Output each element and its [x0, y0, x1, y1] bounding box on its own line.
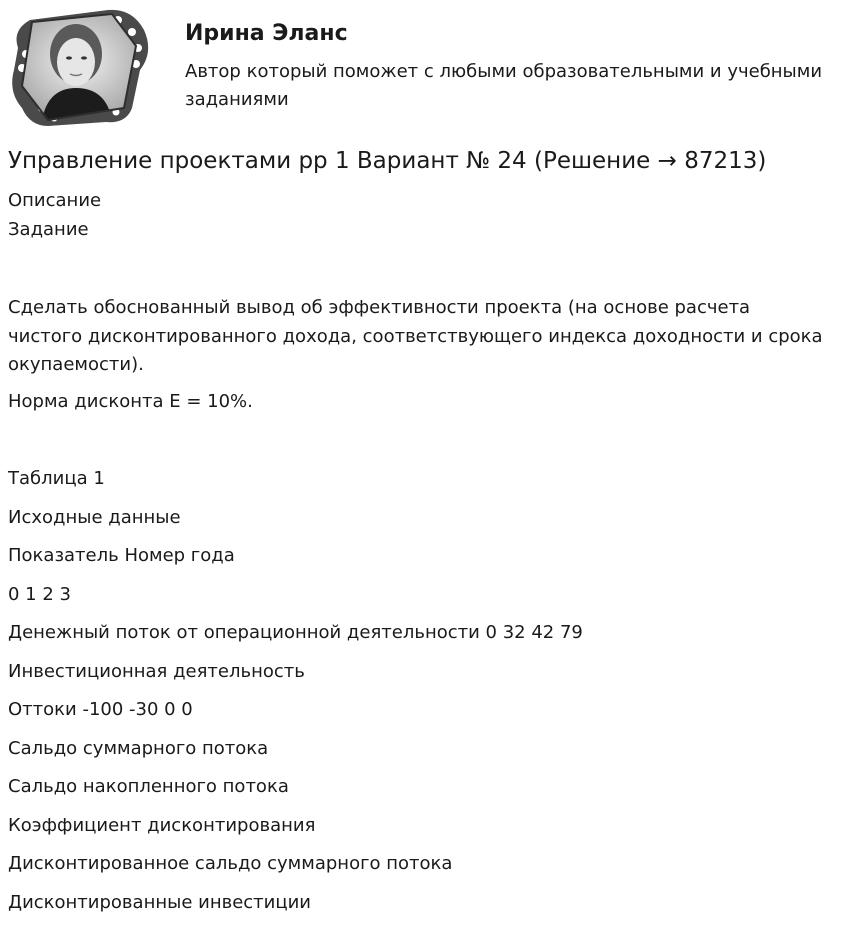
author-header — [8, 8, 838, 128]
section-label-description: Описание — [8, 190, 102, 211]
table-row-total-balance: Сальдо суммарного потока — [8, 738, 269, 759]
section-label-task: Задание — [8, 219, 89, 240]
author-name[interactable]: Ирина Эланс — [185, 21, 348, 46]
author-avatar[interactable] — [8, 8, 150, 126]
table-caption: Таблица 1 — [8, 468, 105, 489]
table-row-operating-cashflow: Денежный поток от операционной деятельности 0 32 42 79 — [8, 622, 583, 643]
table-subtitle: Исходные данные — [8, 507, 181, 528]
discount-rate: Норма дисконта Е = 10%. — [8, 391, 253, 412]
page-title: Управление проектами рр 1 Вариант № 24 (Решение → 87213) — [8, 148, 767, 174]
table-years-row: 0 1 2 3 — [8, 584, 71, 605]
task-text: Сделать обоснованный вывод об эффективности проекта (на основе расчета чистого дисконтированного дохода, соответствующего индекса доходности и срока окупаемости). — [8, 297, 823, 375]
table-row-outflows: Оттоки -100 -30 0 0 — [8, 699, 193, 720]
table-row-discounted-investments: Дисконтированные инвестиции — [8, 892, 311, 913]
table-row-investment-activity: Инвестиционная деятельность — [8, 661, 305, 682]
table-row-accumulated-balance: Сальдо накопленного потока — [8, 776, 289, 797]
table-header-row: Показатель Номер года — [8, 545, 235, 566]
table-row-discounted-balance: Дисконтированное сальдо суммарного потока — [8, 853, 453, 874]
author-description: Автор который поможет с любыми образовательными и учебными заданиями — [185, 61, 823, 110]
table-row-discount-factor: Коэффициент дисконтирования — [8, 815, 316, 836]
